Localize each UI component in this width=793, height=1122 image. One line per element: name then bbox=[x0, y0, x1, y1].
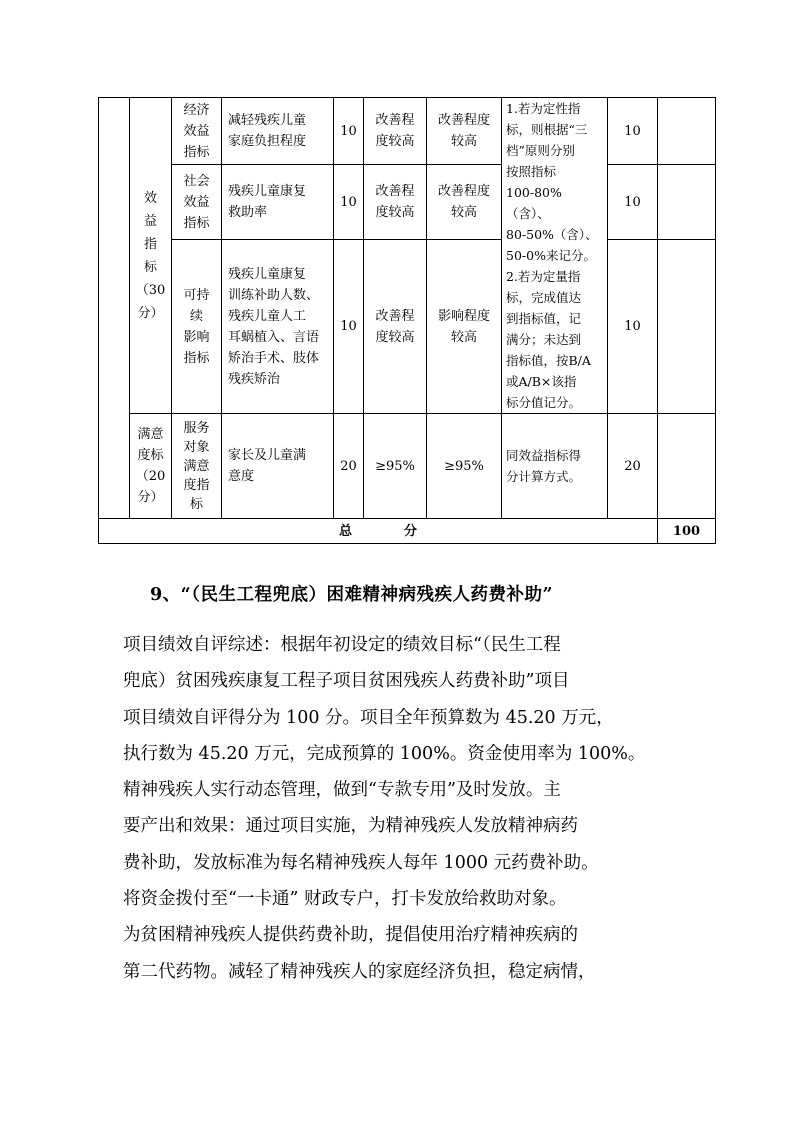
criteria-cell: 同效益指标得 分计算方式。 bbox=[502, 414, 608, 519]
score-cell: 20 bbox=[608, 414, 658, 519]
level2-cell: 服务 对象 满意 度指 标 bbox=[172, 414, 222, 519]
remark-cell bbox=[658, 240, 716, 414]
section-heading: 9、“（民生工程兜底）困难精神病残疾人药费补助” bbox=[150, 585, 554, 605]
table-row bbox=[99, 98, 716, 165]
actual-cell: 改善程度 较高 bbox=[427, 165, 502, 240]
level3-cell: 减轻残疾儿童 家庭负担程度 bbox=[222, 98, 334, 165]
satisfaction-group-cell: 满意 度标 （20 分） bbox=[130, 414, 172, 519]
remark-cell bbox=[658, 414, 716, 519]
actual-cell: ≥95% bbox=[427, 414, 502, 519]
weight-cell: 10 bbox=[334, 240, 364, 414]
level3-cell: 残疾儿童康复 救助率 bbox=[222, 165, 334, 240]
target-cell: 改善程 度较高 bbox=[364, 98, 427, 165]
level3-cell: 家长及儿童满 意度 bbox=[222, 414, 334, 519]
criteria-cell: 1.若为定性指 标，则根据“三 档”原则分别 按照指标 100-80%（含）、 80-50%（含）、 50-0%来记分。 2.若为定量指 标，完成值达 到指标值，记 满分；未达到 指标值，按B/A 或A/B×该指 标分值记分。 bbox=[502, 98, 608, 414]
body-paragraph bbox=[123, 627, 683, 990]
paragraph-line: 执行数为 45.20 万元，完成预算的 100%。资金使用率为 100%。 bbox=[123, 743, 646, 764]
paragraph-line: 为贫困精神残疾人提供药费补助，提倡使用治疗精神疾病的 bbox=[123, 925, 578, 946]
paragraph-line: 兜底）贫困残疾康复工程子项目贫困残疾人药费补助”项目 bbox=[123, 671, 570, 692]
total-row bbox=[99, 519, 716, 544]
paragraph-line: 精神残疾人实行动态管理，做到“专款专用”及时发放。主 bbox=[123, 780, 561, 801]
remark-cell bbox=[658, 98, 716, 165]
level2-cell: 可持 续 影响 指标 bbox=[172, 240, 222, 414]
weight-cell: 10 bbox=[334, 98, 364, 165]
weight-cell: 20 bbox=[334, 414, 364, 519]
remark-cell bbox=[658, 165, 716, 240]
paragraph-line: 将资金拨付至“一卡通” 财政专户，打卡发放给救助对象。 bbox=[123, 889, 567, 910]
table-row bbox=[99, 414, 716, 519]
paragraph-line: 项目绩效自评得分为 100 分。项目全年预算数为 45.20 万元， bbox=[123, 707, 614, 728]
level3-cell: 残疾儿童康复 训练补助人数、 残疾儿童人工 耳蜗植入、言语 矫治手术、肢体 残疾矫治 bbox=[222, 240, 334, 414]
actual-cell: 影响程度 较高 bbox=[427, 240, 502, 414]
weight-cell: 10 bbox=[334, 165, 364, 240]
paragraph-line: 第二代药物。减轻了精神残疾人的家庭经济负担，稳定病情， bbox=[123, 961, 596, 982]
actual-cell: 改善程度 较高 bbox=[427, 98, 502, 165]
paragraph-line: 费补助，发放标准为每名精神残疾人每年 1000 元药费补助。 bbox=[123, 852, 599, 873]
target-cell: 改善程 度较高 bbox=[364, 240, 427, 414]
level2-cell: 经济 效益 指标 bbox=[172, 98, 222, 165]
target-cell: 改善程 度较高 bbox=[364, 165, 427, 240]
total-score: 100 bbox=[658, 519, 716, 544]
paragraph-line: 要产出和效果：通过项目实施，为精神残疾人发放精神病药 bbox=[123, 816, 578, 837]
benefit-group-cell: 效 益 指 标 （30 分） bbox=[130, 98, 172, 414]
table-row bbox=[99, 240, 716, 414]
level1-cell bbox=[99, 98, 130, 519]
score-cell: 10 bbox=[608, 165, 658, 240]
paragraph-line: 项目绩效自评综述：根据年初设定的绩效目标“（民生工程 bbox=[123, 635, 561, 655]
score-cell: 10 bbox=[608, 240, 658, 414]
table-row bbox=[99, 165, 716, 240]
performance-table bbox=[98, 97, 716, 544]
level2-cell: 社会 效益 指标 bbox=[172, 165, 222, 240]
score-cell: 10 bbox=[608, 98, 658, 165]
total-label: 总 分 bbox=[99, 519, 658, 544]
target-cell: ≥95% bbox=[364, 414, 427, 519]
